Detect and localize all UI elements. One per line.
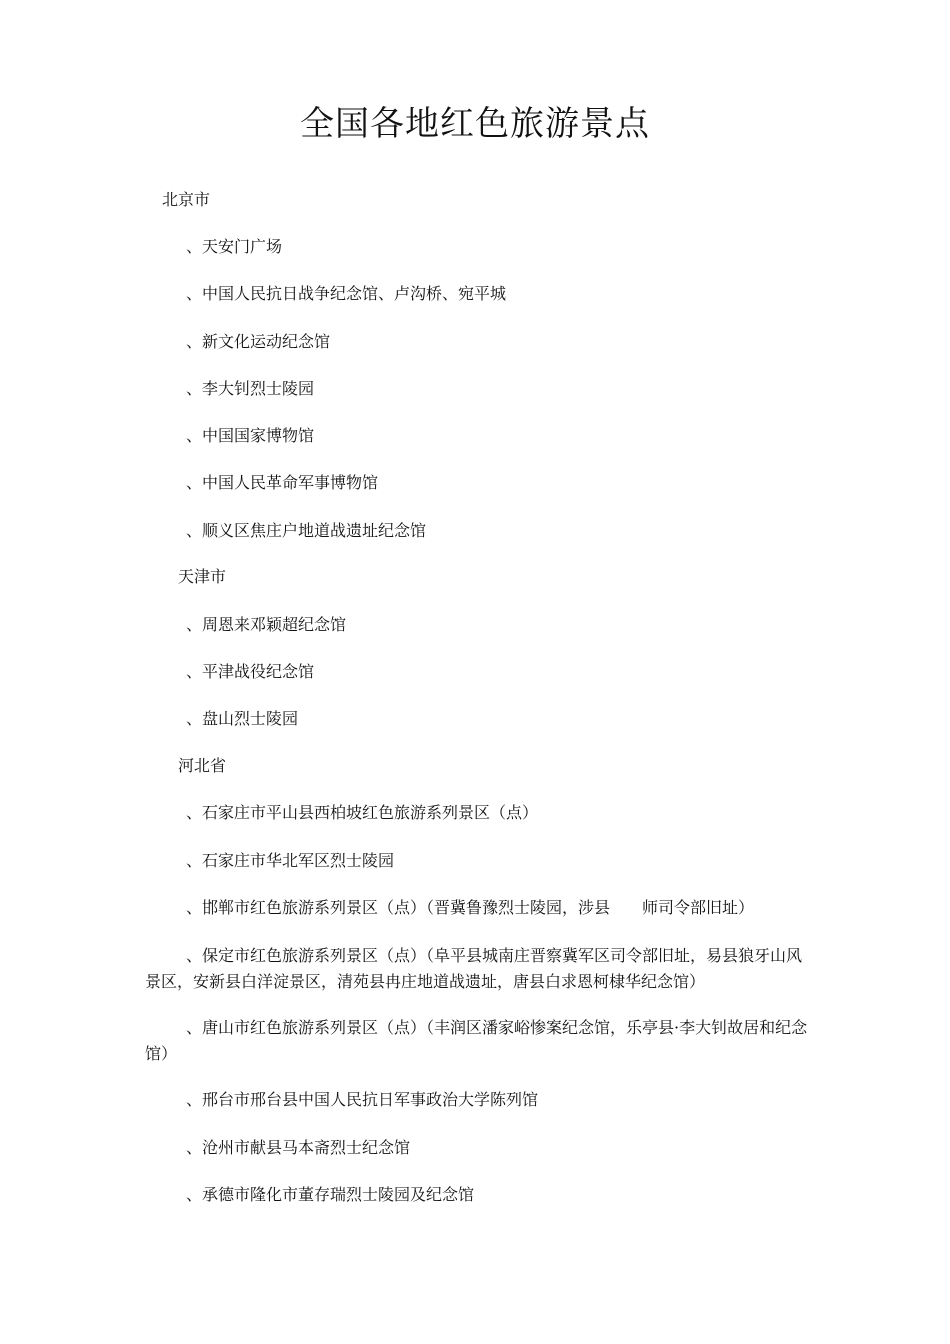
list-item: 、承德市隆化市董存瑞烈士陵园及纪念馆 xyxy=(186,1185,475,1204)
list-item: 、唐山市红色旅游系列景区（点）（丰润区潘家峪惨案纪念馆，乐亭县·李大钊故居和纪念馆） xyxy=(145,1018,808,1063)
list-item: 、保定市红色旅游系列景区（点）（阜平县城南庄晋察冀军区司令部旧址，易县狼牙山风景区，安新县白洋淀景区，清苑县冉庄地道战遗址，唐县白求恩柯棣华纪念馆） xyxy=(145,946,803,991)
list-item: 、石家庄市平山县西柏坡红色旅游系列景区（点） xyxy=(186,803,539,822)
list-item: 、顺义区焦庄户地道战遗址纪念馆 xyxy=(186,521,427,540)
list-item: 、中国国家博物馆 xyxy=(186,426,315,445)
list-item: 、天安门广场 xyxy=(186,237,283,256)
list-item: 、邯郸市红色旅游系列景区（点）（晋冀鲁豫烈士陵园，涉县 师司令部旧址） xyxy=(186,898,755,917)
page-title: 全国各地红色旅游景点 xyxy=(300,104,650,144)
list-item: 、平津战役纪念馆 xyxy=(186,662,315,681)
section-heading-beijing: 北京市 xyxy=(162,190,211,209)
list-item: 、邢台市邢台县中国人民抗日军事政治大学陈列馆 xyxy=(186,1090,539,1109)
list-item: 、周恩来邓颖超纪念馆 xyxy=(186,615,347,634)
list-item: 、中国人民革命军事博物馆 xyxy=(186,473,379,492)
list-item: 、盘山烈士陵园 xyxy=(186,709,299,728)
section-heading-hebei: 河北省 xyxy=(178,756,227,775)
list-item: 、石家庄市华北军区烈士陵园 xyxy=(186,851,395,870)
list-item: 、新文化运动纪念馆 xyxy=(186,332,331,351)
list-item: 、李大钊烈士陵园 xyxy=(186,379,315,398)
list-item: 、沧州市献县马本斋烈士纪念馆 xyxy=(186,1138,411,1157)
section-heading-tianjin: 天津市 xyxy=(178,567,227,586)
list-item: 、中国人民抗日战争纪念馆、卢沟桥、宛平城 xyxy=(186,284,507,303)
